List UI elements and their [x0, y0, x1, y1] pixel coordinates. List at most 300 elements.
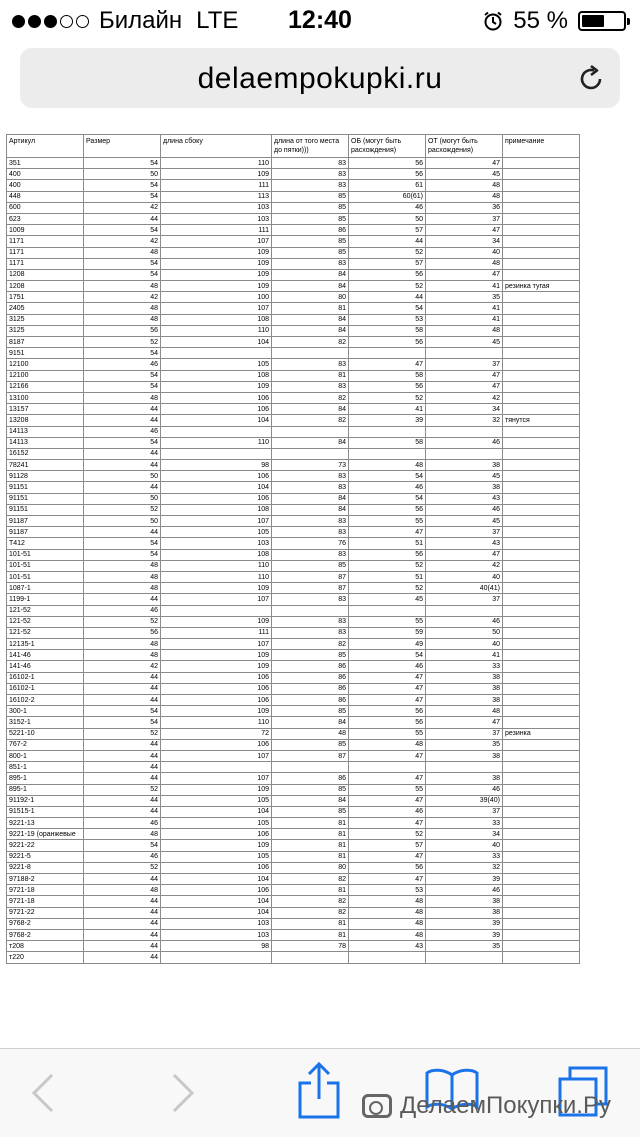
cell-heel-length: 86 [272, 225, 349, 236]
cell-note [503, 225, 580, 236]
table-row [7, 538, 580, 549]
cell-note [503, 426, 580, 437]
cell-side-length: 103 [161, 929, 272, 940]
cell-hip: 55 [349, 728, 426, 739]
cell-side-length: 100 [161, 292, 272, 303]
cell-waist: 37 [426, 527, 503, 538]
cell-note [503, 885, 580, 896]
cell-waist: 33 [426, 818, 503, 829]
cell-side-length: 107 [161, 516, 272, 527]
cell-heel-length: 87 [272, 571, 349, 582]
cell-size: 44 [84, 918, 161, 929]
url-text[interactable]: delaempokupki.ru [197, 62, 443, 95]
cell-article: 12166 [7, 381, 84, 392]
cell-side-length: 106 [161, 471, 272, 482]
cell-note [503, 795, 580, 806]
table-row [7, 941, 580, 952]
table-row [7, 370, 580, 381]
cell-article: 14113 [7, 437, 84, 448]
cell-note [503, 180, 580, 191]
cell-article: 141-46 [7, 661, 84, 672]
cell-note [503, 325, 580, 336]
cell-side-length: 109 [161, 269, 272, 280]
cell-size: 54 [84, 348, 161, 359]
address-bar[interactable] [20, 48, 620, 108]
cell-waist: 38 [426, 695, 503, 706]
cell-article: 91151 [7, 493, 84, 504]
cell-article: 600 [7, 202, 84, 213]
cell-note [503, 717, 580, 728]
cell-hip: 51 [349, 538, 426, 549]
cell-size: 48 [84, 571, 161, 582]
cell-waist: 38 [426, 683, 503, 694]
cell-article: 13157 [7, 404, 84, 415]
cell-hip: 47 [349, 795, 426, 806]
cell-size: 44 [84, 874, 161, 885]
cell-hip: 56 [349, 717, 426, 728]
cell-side-length: 98 [161, 460, 272, 471]
cell-note [503, 381, 580, 392]
cell-note: тянутся [503, 415, 580, 426]
cell-note [503, 359, 580, 370]
cell-heel-length [272, 348, 349, 359]
table-row [7, 929, 580, 940]
table-row [7, 829, 580, 840]
cell-side-length: 110 [161, 437, 272, 448]
cell-hip: 55 [349, 784, 426, 795]
cell-article: 14113 [7, 426, 84, 437]
cell-size: 48 [84, 281, 161, 292]
cell-heel-length: 85 [272, 247, 349, 258]
cell-heel-length: 82 [272, 392, 349, 403]
cell-side-length: 107 [161, 594, 272, 605]
cell-waist: 48 [426, 325, 503, 336]
table-row [7, 448, 580, 459]
battery-percent: 55 % [513, 7, 568, 34]
table-row [7, 437, 580, 448]
cell-heel-length: 82 [272, 415, 349, 426]
cell-note [503, 896, 580, 907]
cell-heel-length: 87 [272, 750, 349, 761]
cell-side-length: 72 [161, 728, 272, 739]
cell-article: 300-1 [7, 706, 84, 717]
cell-hip: 54 [349, 650, 426, 661]
cell-article: 1199-1 [7, 594, 84, 605]
cell-waist: 34 [426, 829, 503, 840]
cell-size: 54 [84, 549, 161, 560]
cell-size: 54 [84, 158, 161, 169]
cell-hip [349, 605, 426, 616]
cell-note [503, 549, 580, 560]
cell-hip: 47 [349, 695, 426, 706]
cell-note [503, 706, 580, 717]
cell-article: 3152-1 [7, 717, 84, 728]
cell-note [503, 818, 580, 829]
header-hip: ОБ (могут быть расхождения) [349, 135, 426, 158]
cell-hip: 53 [349, 885, 426, 896]
cell-article: 448 [7, 191, 84, 202]
header-waist: ОТ (могут быть расхождения) [426, 135, 503, 158]
status-right [483, 7, 626, 35]
cell-heel-length: 82 [272, 896, 349, 907]
cell-note [503, 303, 580, 314]
cell-article: 91187 [7, 527, 84, 538]
cell-article: 121-52 [7, 616, 84, 627]
cell-note [503, 437, 580, 448]
cell-article: 121-52 [7, 605, 84, 616]
cell-size: 46 [84, 359, 161, 370]
cell-note [503, 560, 580, 571]
clock: 12:40 [288, 6, 352, 34]
cell-size: 54 [84, 717, 161, 728]
cell-article: 141-46 [7, 650, 84, 661]
cell-waist: 32 [426, 415, 503, 426]
cell-size: 54 [84, 180, 161, 191]
cell-size: 44 [84, 941, 161, 952]
cell-article: 9721-18 [7, 885, 84, 896]
table-row [7, 918, 580, 929]
cell-hip: 48 [349, 929, 426, 940]
cell-size: 52 [84, 337, 161, 348]
cell-side-length: 110 [161, 325, 272, 336]
cell-hip: 56 [349, 337, 426, 348]
table-row [7, 683, 580, 694]
cell-side-length: 111 [161, 225, 272, 236]
cell-side-length: 106 [161, 862, 272, 873]
cell-heel-length [272, 448, 349, 459]
cell-heel-length: 81 [272, 929, 349, 940]
table-row [7, 952, 580, 963]
cell-size: 44 [84, 683, 161, 694]
cell-waist: 39 [426, 918, 503, 929]
cell-waist: 38 [426, 907, 503, 918]
share-icon[interactable] [296, 1061, 342, 1121]
cell-size: 54 [84, 370, 161, 381]
cell-hip: 39 [349, 415, 426, 426]
table-row [7, 292, 580, 303]
cell-waist: 47 [426, 370, 503, 381]
table-row [7, 158, 580, 169]
cell-side-length: 109 [161, 661, 272, 672]
cell-waist: 46 [426, 504, 503, 515]
cell-note [503, 594, 580, 605]
reload-icon[interactable] [576, 64, 606, 94]
cell-heel-length: 86 [272, 773, 349, 784]
cell-hip: 46 [349, 482, 426, 493]
cell-note [503, 370, 580, 381]
cell-hip: 47 [349, 359, 426, 370]
cell-side-length: 108 [161, 370, 272, 381]
cell-article: 1208 [7, 281, 84, 292]
forward-icon[interactable] [168, 1071, 198, 1115]
cell-waist: 39 [426, 929, 503, 940]
cell-article: 13208 [7, 415, 84, 426]
table-row [7, 359, 580, 370]
cell-hip: 56 [349, 706, 426, 717]
cell-note [503, 169, 580, 180]
cell-article: 13100 [7, 392, 84, 403]
cell-hip: 51 [349, 571, 426, 582]
cell-size: 42 [84, 202, 161, 213]
table-row [7, 314, 580, 325]
cell-hip: 56 [349, 158, 426, 169]
cell-hip [349, 762, 426, 773]
cell-heel-length: 81 [272, 840, 349, 851]
cell-waist: 37 [426, 594, 503, 605]
cell-side-length: 108 [161, 549, 272, 560]
cell-side-length: 106 [161, 739, 272, 750]
cell-note [503, 829, 580, 840]
cell-hip: 52 [349, 560, 426, 571]
cell-waist: 35 [426, 941, 503, 952]
cell-side-length: 110 [161, 571, 272, 582]
cell-side-length: 105 [161, 795, 272, 806]
cell-side-length: 103 [161, 538, 272, 549]
table-row [7, 605, 580, 616]
cell-waist: 38 [426, 773, 503, 784]
cell-hip: 48 [349, 907, 426, 918]
cell-waist: 40 [426, 840, 503, 851]
cell-heel-length: 83 [272, 169, 349, 180]
cell-heel-length: 48 [272, 728, 349, 739]
cell-article: 1171 [7, 247, 84, 258]
cell-hip: 47 [349, 750, 426, 761]
cell-waist: 41 [426, 281, 503, 292]
table-row [7, 627, 580, 638]
cell-hip: 44 [349, 236, 426, 247]
header-size: Размер [84, 135, 161, 158]
cell-hip: 60(61) [349, 191, 426, 202]
cell-heel-length: 85 [272, 739, 349, 750]
cell-size: 50 [84, 471, 161, 482]
size-table [6, 134, 580, 964]
cell-hip: 46 [349, 202, 426, 213]
cell-side-length: 107 [161, 773, 272, 784]
cell-size: 48 [84, 829, 161, 840]
cell-note [503, 784, 580, 795]
cell-size: 54 [84, 258, 161, 269]
cell-size: 44 [84, 907, 161, 918]
cell-article: 800-1 [7, 750, 84, 761]
cell-article: 101-51 [7, 571, 84, 582]
table-row [7, 885, 580, 896]
watermark-text: ДелаемПокупки.Ру [400, 1092, 611, 1119]
cell-size: 56 [84, 627, 161, 638]
table-row [7, 426, 580, 437]
cell-side-length: 106 [161, 829, 272, 840]
cell-side-length: 109 [161, 583, 272, 594]
cell-article: 1009 [7, 225, 84, 236]
cell-article: 16102-1 [7, 672, 84, 683]
cell-side-length: 103 [161, 202, 272, 213]
cell-note [503, 571, 580, 582]
cell-hip: 47 [349, 818, 426, 829]
cell-article: 9221-13 [7, 818, 84, 829]
document-page [6, 134, 580, 964]
cell-note [503, 158, 580, 169]
cell-heel-length: 83 [272, 594, 349, 605]
table-row [7, 616, 580, 627]
cell-note: резинка тугая [503, 281, 580, 292]
cell-heel-length: 73 [272, 460, 349, 471]
cell-hip: 52 [349, 829, 426, 840]
cell-heel-length: 85 [272, 213, 349, 224]
table-row [7, 247, 580, 258]
table-row [7, 516, 580, 527]
cell-hip: 46 [349, 806, 426, 817]
cell-waist: 47 [426, 269, 503, 280]
cell-waist: 35 [426, 292, 503, 303]
cell-article: 16102-1 [7, 683, 84, 694]
cell-hip: 52 [349, 281, 426, 292]
cell-article: 8187 [7, 337, 84, 348]
table-row [7, 818, 580, 829]
cell-note [503, 516, 580, 527]
cell-hip: 47 [349, 683, 426, 694]
cell-note [503, 504, 580, 515]
cell-hip: 53 [349, 314, 426, 325]
cell-heel-length: 83 [272, 381, 349, 392]
table-row [7, 460, 580, 471]
cell-note [503, 213, 580, 224]
cell-article: 91515-1 [7, 806, 84, 817]
cell-heel-length: 83 [272, 158, 349, 169]
back-icon[interactable] [28, 1071, 58, 1115]
cell-hip: 52 [349, 392, 426, 403]
cell-article: 351 [7, 158, 84, 169]
cell-hip: 55 [349, 516, 426, 527]
cell-note: резинка [503, 728, 580, 739]
cell-size: 44 [84, 896, 161, 907]
cell-article: 101-51 [7, 560, 84, 571]
cell-waist: 45 [426, 337, 503, 348]
cell-hip: 43 [349, 941, 426, 952]
cell-size: 42 [84, 292, 161, 303]
cell-side-length: 109 [161, 650, 272, 661]
cell-size: 44 [84, 929, 161, 940]
cell-note [503, 292, 580, 303]
cell-waist: 38 [426, 460, 503, 471]
table-row [7, 180, 580, 191]
cell-side-length: 106 [161, 672, 272, 683]
cell-side-length: 111 [161, 627, 272, 638]
cell-waist: 48 [426, 258, 503, 269]
table-row [7, 348, 580, 359]
header-side-length: длина сбоку [161, 135, 272, 158]
cell-heel-length: 82 [272, 907, 349, 918]
cell-side-length: 105 [161, 818, 272, 829]
table-row [7, 269, 580, 280]
table-header-row [7, 135, 580, 158]
cell-waist: 40 [426, 247, 503, 258]
cell-side-length: 104 [161, 896, 272, 907]
cell-side-length: 109 [161, 247, 272, 258]
cell-side-length: 111 [161, 180, 272, 191]
cell-side-length [161, 348, 272, 359]
cell-heel-length: 82 [272, 874, 349, 885]
cell-side-length: 109 [161, 381, 272, 392]
cell-side-length: 104 [161, 482, 272, 493]
cell-waist: 33 [426, 661, 503, 672]
cell-size: 46 [84, 426, 161, 437]
cell-size: 48 [84, 314, 161, 325]
cell-waist: 46 [426, 885, 503, 896]
cell-heel-length: 84 [272, 325, 349, 336]
table-row [7, 303, 580, 314]
cell-side-length: 109 [161, 258, 272, 269]
cell-note [503, 941, 580, 952]
cell-article: 16102-2 [7, 695, 84, 706]
cell-article: 1751 [7, 292, 84, 303]
cell-side-length: 108 [161, 314, 272, 325]
cell-heel-length: 81 [272, 818, 349, 829]
cell-article: 12100 [7, 359, 84, 370]
table-row [7, 202, 580, 213]
cell-note [503, 404, 580, 415]
camera-logo-icon [362, 1094, 392, 1118]
cell-heel-length: 84 [272, 795, 349, 806]
cell-size: 54 [84, 706, 161, 717]
table-row [7, 236, 580, 247]
table-row [7, 672, 580, 683]
cell-heel-length: 81 [272, 851, 349, 862]
cell-hip: 48 [349, 896, 426, 907]
cell-heel-length [272, 426, 349, 437]
cell-heel-length: 82 [272, 337, 349, 348]
cell-article: 9768-2 [7, 929, 84, 940]
cell-hip [349, 448, 426, 459]
cell-note [503, 605, 580, 616]
cell-hip: 56 [349, 381, 426, 392]
cell-size: 54 [84, 840, 161, 851]
cell-note [503, 840, 580, 851]
cell-note [503, 862, 580, 873]
cell-note [503, 258, 580, 269]
cell-hip: 56 [349, 549, 426, 560]
cell-note [503, 471, 580, 482]
cell-hip: 50 [349, 213, 426, 224]
cell-waist: 48 [426, 706, 503, 717]
cell-size: 54 [84, 191, 161, 202]
cell-heel-length: 84 [272, 314, 349, 325]
cell-side-length: 103 [161, 213, 272, 224]
cell-side-length: 103 [161, 918, 272, 929]
cell-size: 52 [84, 784, 161, 795]
cell-waist: 43 [426, 538, 503, 549]
cell-note [503, 907, 580, 918]
cell-heel-length: 81 [272, 918, 349, 929]
cell-note [503, 392, 580, 403]
cell-size: 46 [84, 851, 161, 862]
cell-note [503, 448, 580, 459]
cell-heel-length: 83 [272, 359, 349, 370]
cell-waist: 47 [426, 717, 503, 728]
cell-waist [426, 605, 503, 616]
cell-article: 91151 [7, 504, 84, 515]
table-row [7, 862, 580, 873]
table-row [7, 762, 580, 773]
cell-waist: 37 [426, 213, 503, 224]
cell-heel-length: 82 [272, 639, 349, 650]
cell-heel-length: 84 [272, 717, 349, 728]
cell-size: 44 [84, 795, 161, 806]
cell-waist: 43 [426, 493, 503, 504]
table-row [7, 840, 580, 851]
cell-heel-length [272, 952, 349, 963]
header-heel-length: длина от того места до пятки))) [272, 135, 349, 158]
cell-note [503, 672, 580, 683]
cell-side-length: 104 [161, 806, 272, 817]
